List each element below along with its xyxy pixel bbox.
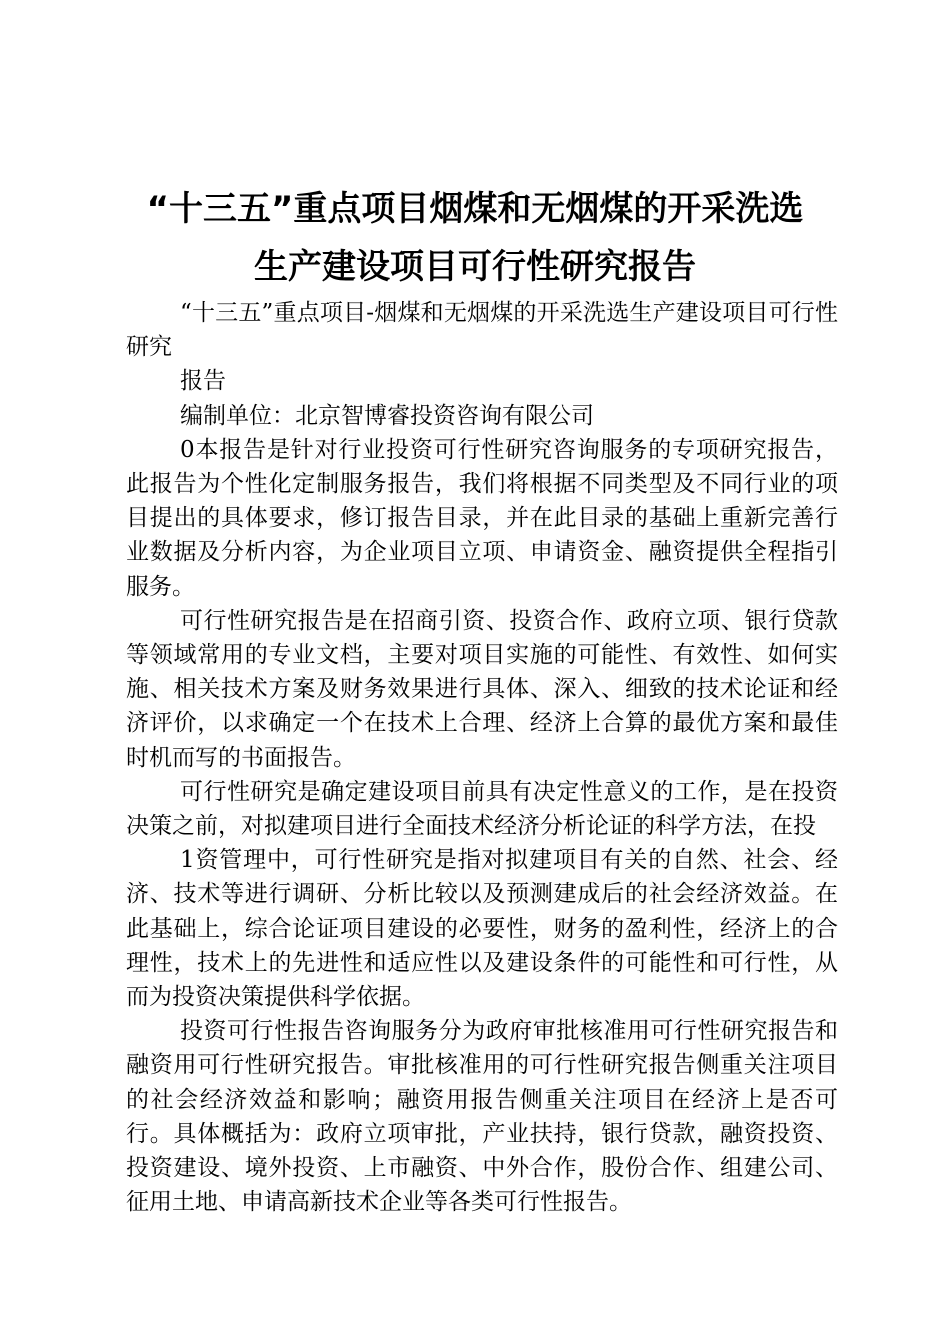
document-body [126, 296, 838, 1219]
importance-paragraph: 可行性研究是确定建设项目前具有决定性意义的工作，是在投资决策之前，对拟建项目进行全面技术经济分析论证的科学方法，在投 [126, 778, 838, 840]
intro-paragraph: 0本报告是针对行业投资可行性研究咨询服务的专项研究报告，此报告为个性化定制服务报告，我们将根据不同类型及不同行业的项目提出的具体要求，修订报告目录，并在此目录的基础上重新完善行业数据及分析内容，为企业项目立项、申请资金、融资提供全程指引服务。 [126, 436, 838, 600]
report-label-paragraph: 报告 [180, 368, 226, 395]
document-title-line-2: 生产建设项目可行性研究报告 [254, 247, 696, 287]
document-title-line-1: “十三五”重点项目烟煤和无烟煤的开采洗选 [146, 189, 804, 229]
service-types-paragraph: 投资可行性报告咨询服务分为政府审批核准用可行性研究报告和融资用可行性研究报告。审批核准用的可行性研究报告侧重关注项目的社会经济效益和影响；融资用报告侧重关注项目在经济上是否可行。具体概括为：政府立项审批，产业扶持，银行贷款，融资投资、投资建设、境外投资、上市融资、中外合作，股份合作、组建公司、征用土地、申请高新技术企业等各类可行性报告。 [126, 1018, 838, 1216]
definition-paragraph: 可行性研究报告是在招商引资、投资合作、政府立项、银行贷款等领域常用的专业文档，主要对项目实施的可能性、有效性、如何实施、相关技术方案及财务效果进行具体、深入、细致的技术论证和经济评价，以求确定一个在技术上合理、经济上合算的最优方案和最佳时机而写的书面报告。 [126, 607, 838, 771]
compiler-paragraph: 编制单位：北京智博睿投资咨询有限公司 [180, 402, 594, 429]
management-paragraph: 1资管理中，可行性研究是指对拟建项目有关的自然、社会、经济、技术等进行调研、分析比较以及预测建成后的社会经济效益。在此基础上，综合论证项目建设的必要性，财务的盈利性，经济上的合理性，技术上的先进性和适应性以及建设条件的可能性和可行性，从而为投资决策提供科学依据。 [126, 847, 838, 1011]
subtitle-paragraph: “十三五”重点项目-烟煤和无烟煤的开采洗选生产建设项目可行性研究 [126, 300, 838, 361]
